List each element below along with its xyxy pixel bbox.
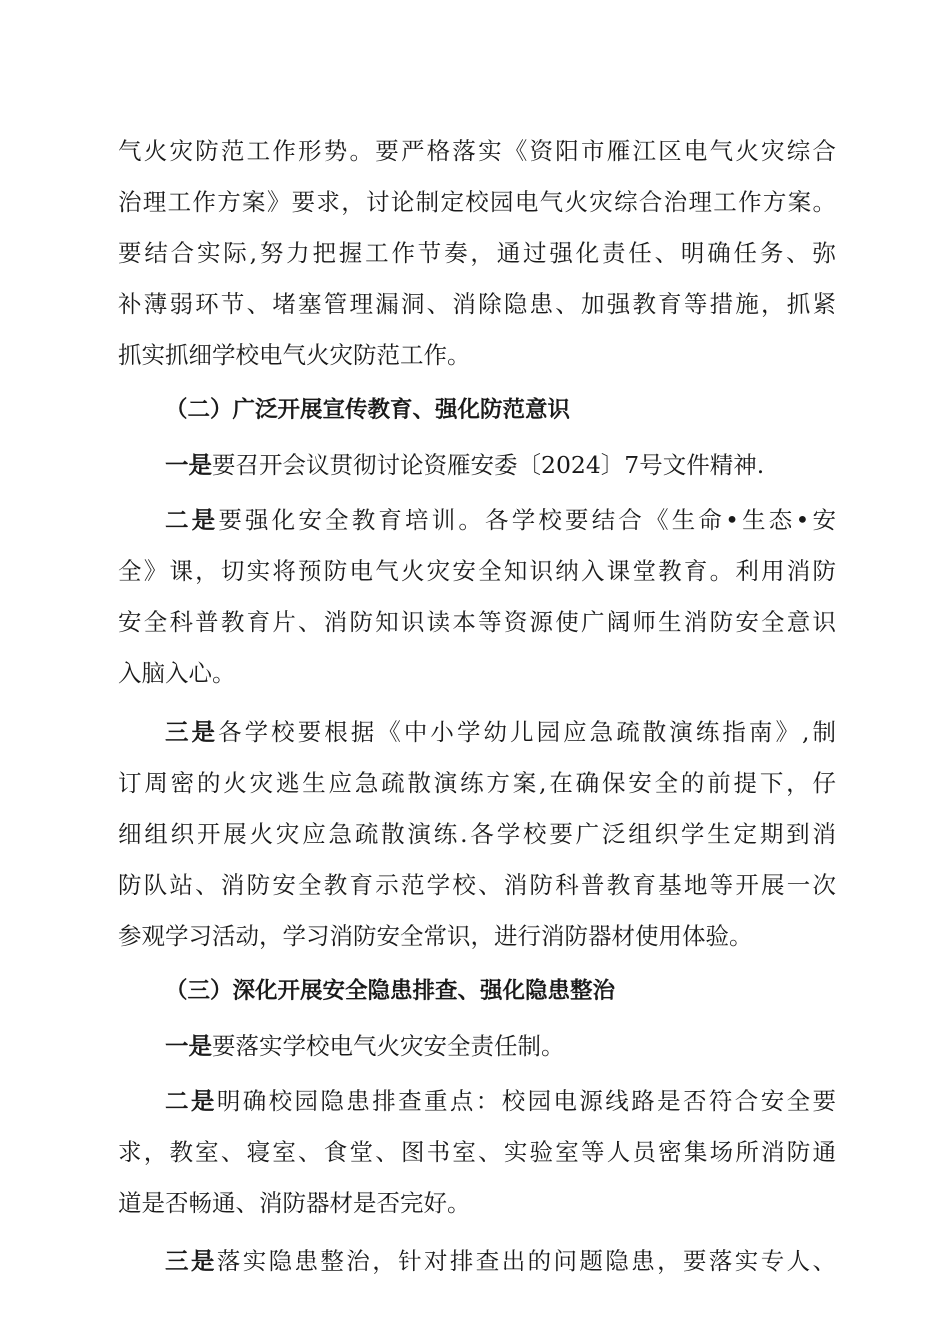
- paragraph-item-1: [118, 1021, 836, 1072]
- text-line: 参观学习活动，学习消防安全常识，进行消防器材使用体验。: [118, 921, 753, 950]
- text-line: 治理工作方案》要求，讨论制定校园电气火灾综合治理工作方案。: [118, 188, 836, 216]
- text-line: 全》课，切实将预防电气火灾安全知识纳入课堂教育。利用消防: [118, 557, 836, 585]
- item-lead: 二是: [165, 1086, 217, 1115]
- item-text: 落实隐患整治，针对排查出的问题隐患，要落实专人、: [216, 1247, 836, 1275]
- text-line: 要结合实际,努力把握工作节奏，通过强化责任、明确任务、弥: [118, 239, 836, 267]
- paragraph-item-2: [118, 495, 836, 699]
- text-line: 安全科普教育片、消防知识读本等资源使广阔师生消防安全意识: [118, 608, 836, 636]
- paragraph-item-1: [118, 440, 836, 491]
- text-line: 细组织开展火灾应急疏散演练.各学校要广泛组织学生定期到消: [118, 819, 836, 848]
- item-text: 要强化安全教育培训。各学校要结合《生命•生态•安: [218, 506, 836, 534]
- text-line: 气火灾防范工作形势。要严格落实《资阳市雁江区电气火灾综合: [118, 137, 836, 165]
- text-line: 订周密的火灾逃生应急疏散演练方案,在确保安全的前提下，仔: [118, 768, 836, 797]
- text-line: [118, 707, 836, 758]
- item-lead: 一是: [165, 1031, 212, 1060]
- item-lead: 三是: [165, 717, 219, 746]
- text-line: 求，教室、寝室、食堂、图书室、实验室等人员密集场所消防通: [118, 1137, 836, 1166]
- section-heading-3: （三）深化开展安全隐患排查、强化隐患整治: [165, 977, 616, 1004]
- paragraph-continuation: [118, 126, 836, 381]
- text-line: 补薄弱环节、堵塞管理漏洞、消除隐患、加强教育等措施，抓紧: [118, 290, 836, 318]
- text-line: [118, 1076, 836, 1127]
- section-heading-2: （二）广泛开展宣传教育、强化防范意识: [165, 397, 571, 423]
- text-line: 入脑入心。: [118, 659, 236, 687]
- item-text: 明确校园隐患排查重点：校园电源线路是否符合安全要: [216, 1086, 836, 1115]
- paragraph-item-3: [118, 707, 836, 962]
- item-text: 各学校要根据《中小学幼儿园应急疏散演练指南》,制: [218, 717, 836, 746]
- document-body: [118, 126, 836, 1287]
- paragraph-item-2: [118, 1076, 836, 1229]
- text-line: [118, 495, 836, 546]
- item-lead: 一是: [165, 451, 212, 479]
- text-line: 道是否畅通、消防器材是否完好。: [118, 1188, 471, 1217]
- item-text: 要落实学校电气火灾安全责任制。: [212, 1031, 565, 1060]
- text-line: 防队站、消防安全教育示范学校、消防科普教育基地等开展一次: [118, 870, 836, 899]
- paragraph-item-3: [118, 1236, 836, 1287]
- item-lead: 二是: [165, 506, 219, 534]
- text-line: 抓实抓细学校电气火灾防范工作。: [118, 341, 471, 369]
- item-lead: 三是: [165, 1247, 217, 1275]
- item-text: 要召开会议贯彻讨论资雁安委〔2024〕7号文件精神.: [212, 451, 765, 479]
